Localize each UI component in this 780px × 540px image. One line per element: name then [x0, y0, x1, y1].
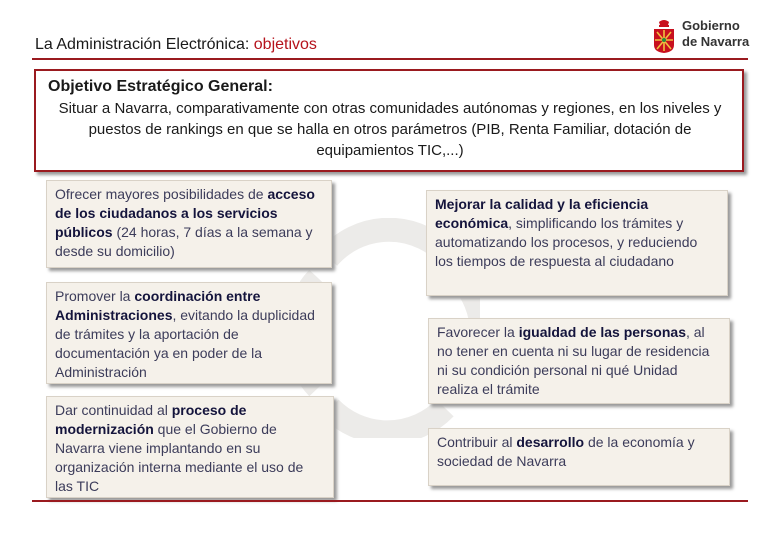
objective-text: , evitando la duplicidad de trámites y la aportación de documentación ya en poder de la Administración [55, 307, 315, 380]
navarra-shield-icon [652, 18, 676, 54]
logo-wordmark [682, 18, 749, 50]
objective-card-equality [428, 318, 730, 404]
header-divider [32, 58, 748, 60]
objective-text: Ofrecer mayores posibilidades de [55, 186, 268, 202]
objective-text: , al no tener en cuenta ni su lugar de residencia ni su condición personal ni qué Unidad realiza el trámite [437, 324, 710, 397]
objective-text: , simplificando los trámites y automatizando los procesos, y reduciendo los tiempos de respuesta al ciudadano [435, 215, 698, 269]
strategic-goal-box [34, 69, 744, 172]
objective-card-development [428, 428, 730, 486]
objective-text: Favorecer la [437, 324, 519, 340]
objective-card-quality [426, 190, 728, 296]
objective-keyword: proceso de modernización [55, 402, 247, 437]
objective-text: (24 horas, 7 días a la semana y desde su domicilio) [55, 224, 313, 259]
logo-line-1: Gobierno [682, 18, 740, 33]
objective-keyword: coordinación entre Administraciones [55, 288, 261, 323]
objective-keyword: desarrollo [516, 434, 585, 450]
objective-keyword: igualdad de las personas [518, 324, 686, 340]
gobierno-navarra-logo [652, 16, 752, 56]
objective-keyword: acceso de los ciudadanos a los servicios públicos [55, 186, 315, 240]
objective-card-coordination [46, 282, 332, 384]
objective-text: Contribuir al [437, 434, 517, 450]
goal-title: Objetivo Estratégico General: [48, 78, 273, 95]
slide-title [35, 36, 317, 54]
objective-text: de la economía y sociedad de Navarra [437, 434, 695, 469]
title-highlight: objetivos [253, 36, 317, 53]
objective-text: que el Gobierno de Navarra viene implantando en su organización interna mediante el uso de las TIC [55, 421, 304, 494]
goal-text: Situar a Navarra, comparativamente con otras comunidades autónomas y regiones, en los niveles y puestos de rankings en que se halla en otros parámetros (PIB, Renta Familiar, dotación de equipamientos TIC,...) [58, 100, 722, 159]
title-prefix: La Administración Electrónica: [35, 36, 254, 53]
footer-divider [32, 500, 748, 502]
objective-text: Promover la [55, 288, 135, 304]
objective-card-access [46, 180, 332, 268]
objective-keyword: Mejorar la calidad y la eficiencia económica [435, 196, 649, 231]
objective-card-modernization [46, 396, 334, 498]
logo-line-2: de Navarra [682, 34, 750, 49]
objective-text: Dar continuidad al [55, 402, 172, 418]
